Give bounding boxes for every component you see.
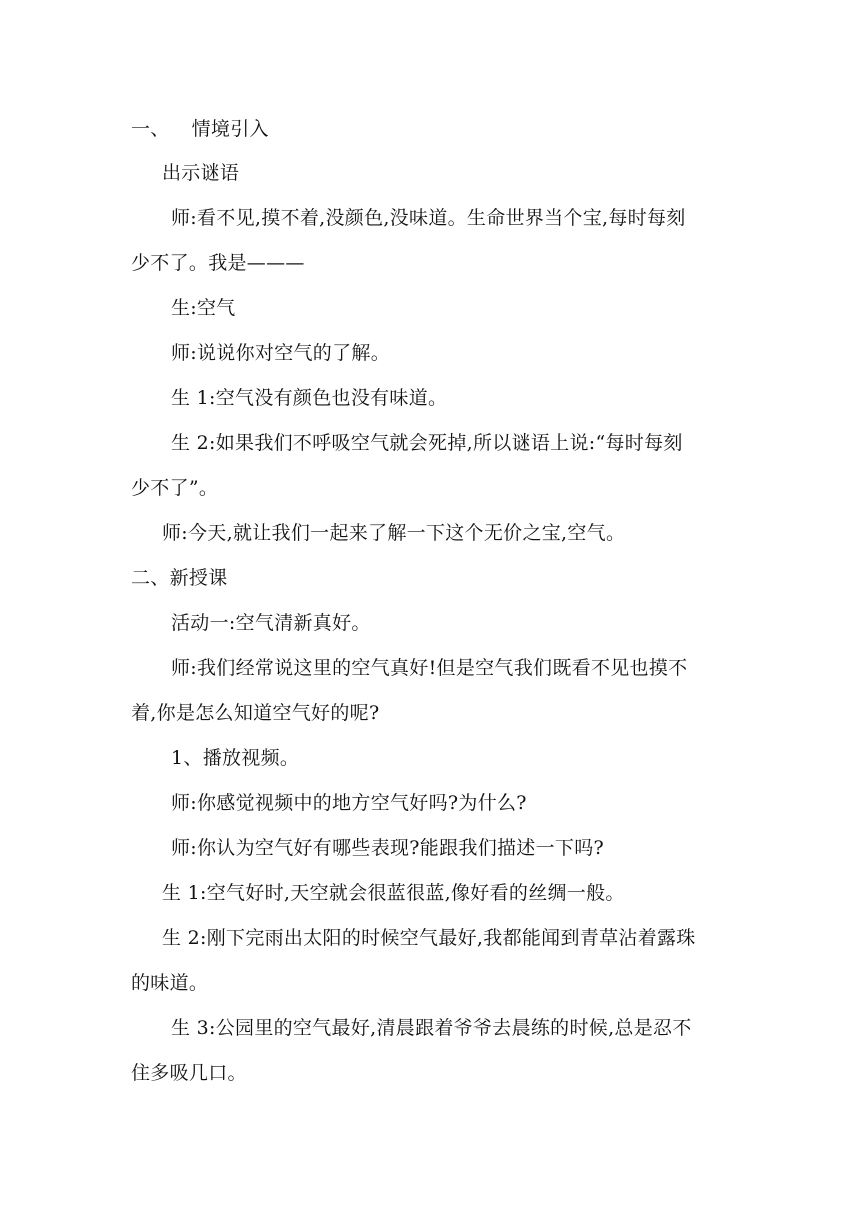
paragraph-line: 师:你认为空气好有哪些表现?能跟我们描述一下吗? <box>171 837 604 859</box>
paragraph-line: 少不了”。 <box>131 477 219 499</box>
riddle-heading: 出示谜语 <box>162 162 240 184</box>
paragraph-line: 师:我们经常说这里的空气真好!但是空气我们既看不见也摸不 <box>171 657 688 679</box>
paragraph-line: 着,你是怎么知道空气好的呢? <box>131 702 380 724</box>
section-heading-2: 二、新授课 <box>131 567 228 589</box>
section-heading-1 <box>131 117 269 141</box>
paragraph-line: 生 1:空气没有颜色也没有味道。 <box>171 387 448 409</box>
paragraph-line: 师:说说你对空气的了解。 <box>171 342 391 364</box>
paragraph-line: 生 2:刚下完雨出太阳的时候空气最好,我都能闻到青草沾着露珠 <box>162 927 696 949</box>
paragraph-line: 生 3:公园里的空气最好,清晨跟着爷爷去晨练的时候,总是忍不 <box>171 1017 692 1039</box>
paragraph-line: 1、播放视频。 <box>171 747 300 769</box>
paragraph-line: 生 2:如果我们不呼吸空气就会死掉,所以谜语上说:“每时每刻 <box>171 432 683 454</box>
paragraph-line: 住多吸几口。 <box>131 1062 247 1084</box>
activity-heading: 活动一:空气清新真好。 <box>171 612 371 634</box>
paragraph-line: 少不了。我是——— <box>131 252 305 274</box>
section-title: 情境引入 <box>191 118 269 140</box>
paragraph-line: 生:空气 <box>171 297 236 319</box>
section-number: 一、 <box>131 118 170 140</box>
paragraph-line: 师:看不见,摸不着,没颜色,没味道。生命世界当个宝,每时每刻 <box>171 207 686 229</box>
paragraph-line: 生 1:空气好时,天空就会很蓝很蓝,像好看的丝绸一般。 <box>162 882 625 904</box>
paragraph-line: 师:你感觉视频中的地方空气好吗?为什么? <box>171 792 527 814</box>
paragraph-line: 的味道。 <box>131 972 209 994</box>
paragraph-line: 师:今天,就让我们一起来了解一下这个无价之宝,空气。 <box>162 522 626 544</box>
